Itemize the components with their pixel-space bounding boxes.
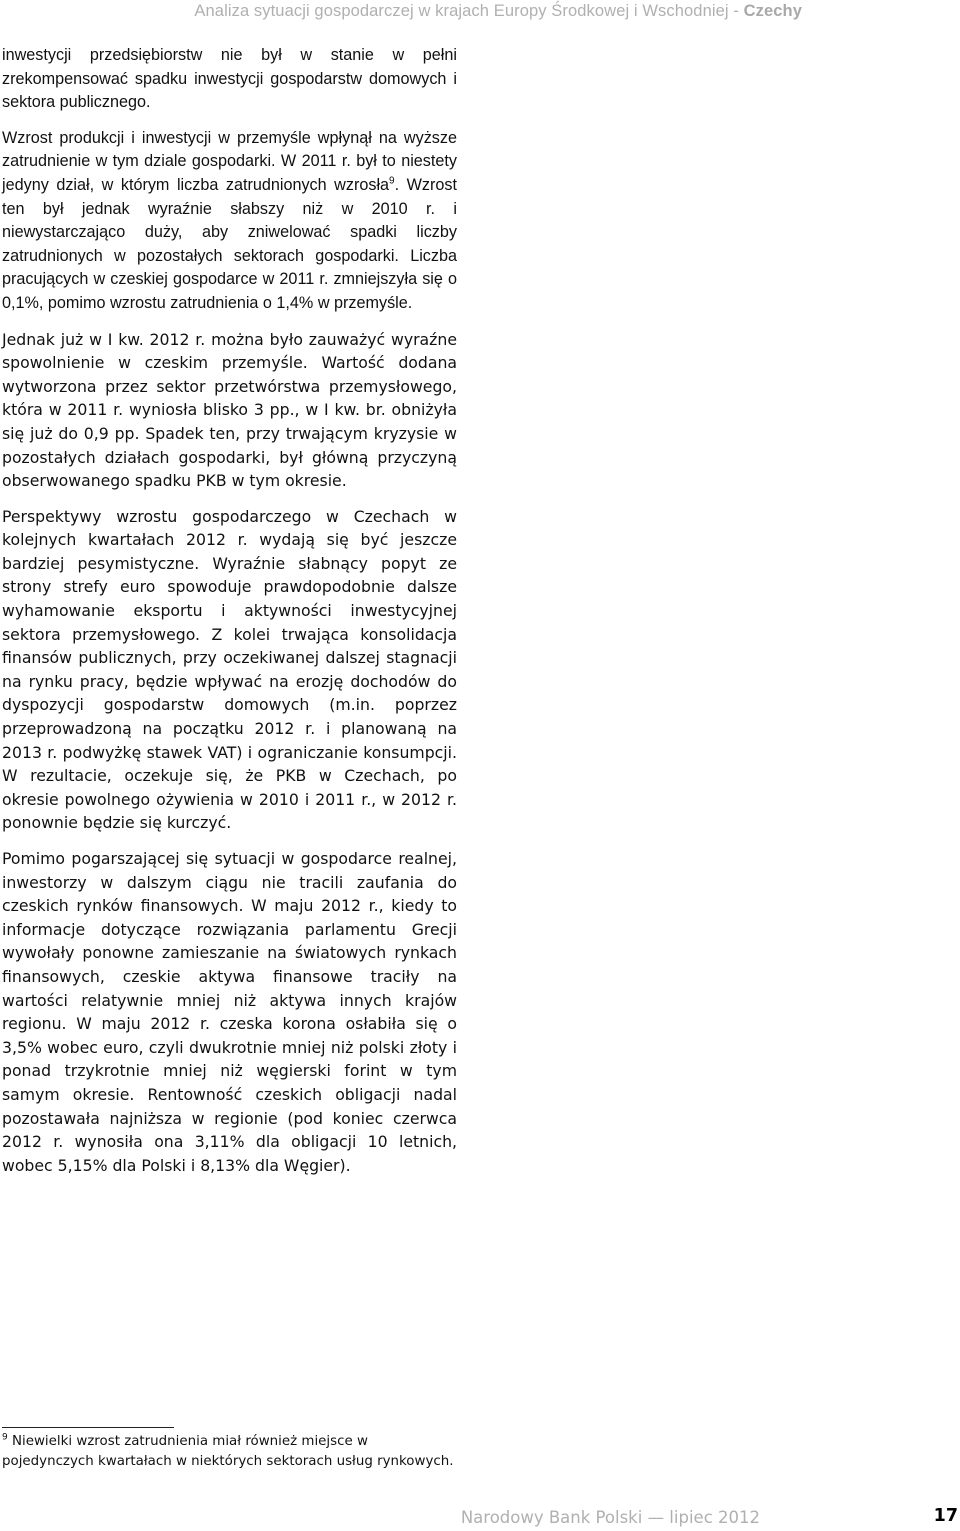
footnote-text: Niewielki wzrost zatrudnienia miał również miejsce w pojedynczych kwartałach w niektórych sektorach usług rynkowych.	[2, 1434, 454, 1469]
paragraph-employment	[2, 127, 457, 316]
page-footer: Narodowy Bank Polski — lipiec 2012	[460, 1508, 760, 1527]
running-header-title: Analiza sytuacji gospodarczej w krajach Europy Środkowej i Wschodniej -	[194, 2, 744, 20]
footnote	[2, 1432, 457, 1472]
paragraph-financial-markets: Pomimo pogarszającej się sytuacji w gospodarce realnej, inwestorzy w dalszym ciągu nie tracili zaufania do czeskich rynków finansowych. W maju 2012 r., kiedy to informacje dotyczące rozwiązania parlamentu Grecji wywołały ponowne zamieszanie na światowych rynkach finansowych, czeskie aktywa finansowe traciły na wartości relatywnie mniej niż aktywa innych krajów regionu. W maju 2012 r. czeska korona osłabiła się o 3,5% wobec euro, czyli dwukrotnie mniej niż polski złoty i ponad trzykrotnie mniej niż węgierski forint w tym samym okresie. Rentowność czeskich obligacji nadal pozostawała najniższa w regionie (pod koniec czerwca 2012 r. wynosiła ona 3,11% dla obligacji 10 letnich, wobec 5,15% dla Polski i 8,13% dla Węgier).	[2, 849, 457, 1175]
paragraph-outlook: Perspektywy wzrostu gospodarczego w Czechach w kolejnych kwartałach 2012 r. wydają się być jeszcze bardziej pesymistyczne. Wyraźnie słabnący popyt ze strony strefy euro spowoduje prawdopodobnie dalsze wyhamowanie eksportu i aktywności inwestycyjnej sektora przemysłowego. Z kolei trwająca konsolidacja finansów publicznych, przy oczekiwanej dalszej stagnacji na rynku pracy, będzie wpływać na erozję dochodów do dyspozycji gospodarstw domowych (m.in. poprzez przeprowadzoną na początku 2012 r. i planowaną na 2013 r. podwyżkę stawek VAT) i ograniczanie konsumpcji. W rezultacie, oczekuje się, że PKB w Czechach, po okresie powolnego ożywienia w 2010 i 2011 r., w 2012 r. ponownie będzie się kurczyć.	[2, 506, 457, 833]
paragraph-slowdown: Jednak już w I kw. 2012 r. można było zauważyć wyraźne spowolnienie w czeskim przemyśle. Wartość dodana wytworzona przez sektor przetwórstwa przemysłowego, która w 2011 r. wyniosła blisko 3 pp., w I kw. br. obniżyła się już do 0,9 pp. Spadek ten, przy trwającym kryzysie w pozostałych działach gospodarki, był główną przyczyną obserwowanego spadku PKB w tym okresie.	[2, 329, 457, 491]
footnote-reference: 9	[389, 175, 395, 187]
paragraph-employment-part-1: Wzrost produkcji i inwestycji w przemyśle wpłynął na wyższe zatrudnienie w tym dziale gospodarki. W 2011 r. był to niestety jedyny dział, w którym liczba zatrudnionych wzrosła	[2, 128, 457, 194]
footnote-divider	[2, 1427, 174, 1428]
footnote-marker: 9	[2, 1432, 8, 1443]
main-text-column	[2, 44, 457, 1189]
paragraph-employment-part-2: . Wzrost ten był jednak wyraźnie słabszy niż w 2010 r. i niewystarczająco duży, aby zniwelować spadki liczby zatrudnionych w pozostałych sektorach gospodarki. Liczba pracujących w czeskiej gospodarce w 2011 r. zmniejszyła się o 0,1%, pomimo wzrostu zatrudnienia o 1,4% w przemyśle.	[2, 175, 457, 312]
paragraph-investment: inwestycji przedsiębiorstw nie był w stanie w pełni zrekompensować spadku inwestycji gospodarstw domowych i sektora publicznego.	[2, 46, 457, 112]
running-header	[194, 2, 802, 21]
page-number: 17	[933, 1506, 958, 1526]
running-header-country: Czechy	[743, 2, 802, 20]
